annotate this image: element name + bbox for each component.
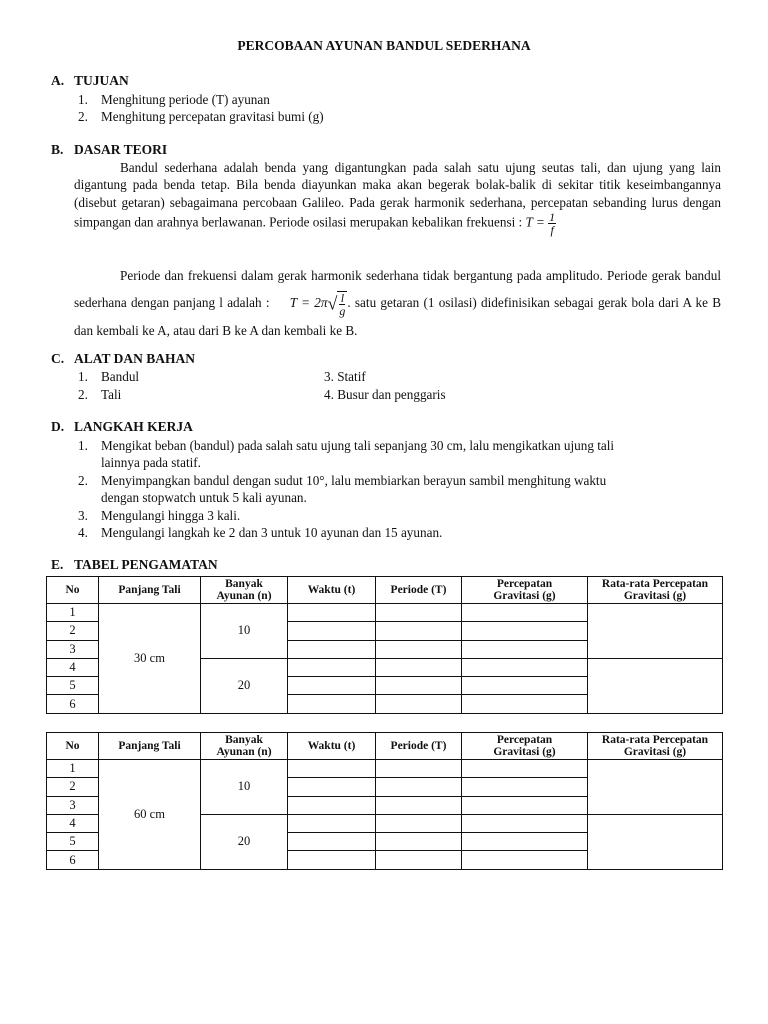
ayunan-cell: 20 <box>201 658 288 713</box>
row-number: 4 <box>47 814 99 832</box>
formula-fraction: $\frac{1}{f}$ <box>549 210 556 238</box>
theory-paragraph-2: Periode dan frekuensi dalam gerak harmonik sederhana tidak bergantung pada amplitudo. Periode gerak bandul sederhana dengan panjang l adalah : T = 2π√ $\frac{l}{g}$ . satu getaran (1 osilasi) didefinisikan sebagai gerak bola dari A ke B dan kembali ke A, atau dari B ke A dan kembali ke B. <box>74 268 721 339</box>
percepatan-cell[interactable] <box>462 604 588 622</box>
section-letter: D. <box>51 419 65 434</box>
section-title: TABEL PENGAMATAN <box>74 557 218 572</box>
periode-cell[interactable] <box>376 833 462 851</box>
row-number: 1 <box>47 604 99 622</box>
waktu-cell[interactable] <box>288 677 376 695</box>
periode-cell[interactable] <box>376 760 462 778</box>
header-percepatan: Percepatan Gravitasi (g) <box>462 577 588 604</box>
row-number: 1 <box>47 760 99 778</box>
section-b-heading <box>51 142 167 158</box>
percepatan-cell[interactable] <box>462 851 588 869</box>
percepatan-cell[interactable] <box>462 760 588 778</box>
table-row <box>47 760 723 778</box>
periode-cell[interactable] <box>376 677 462 695</box>
list-item: 3. Mengulangi hingga 3 kali. <box>78 508 241 523</box>
periode-cell[interactable] <box>376 640 462 658</box>
panjang-cell: 60 cm <box>99 760 201 870</box>
section-title: LANGKAH KERJA <box>74 419 193 434</box>
percepatan-cell[interactable] <box>462 796 588 814</box>
row-number: 3 <box>47 640 99 658</box>
percepatan-cell[interactable] <box>462 677 588 695</box>
periode-cell[interactable] <box>376 658 462 676</box>
ayunan-cell: 10 <box>201 604 288 659</box>
list-item: 4. Mengulangi langkah ke 2 dan 3 untuk 10 ayunan dan 15 ayunan. <box>78 525 443 540</box>
rata-cell[interactable] <box>588 814 723 869</box>
panjang-cell: 30 cm <box>99 604 201 714</box>
section-letter: B. <box>51 142 64 157</box>
list-item: 2. Menyimpangkan bandul dengan sudut 10°, lalu membiarkan berayun sambil menghitung waktu dengan stopwatch untuk 5 kali ayunan. <box>78 473 607 505</box>
header-no: No <box>47 733 99 760</box>
header-rata-rata: Rata-rata Percepatan Gravitasi (g) <box>588 733 723 760</box>
percepatan-cell[interactable] <box>462 622 588 640</box>
waktu-cell[interactable] <box>288 604 376 622</box>
periode-cell[interactable] <box>376 778 462 796</box>
periode-cell[interactable] <box>376 814 462 832</box>
waktu-cell[interactable] <box>288 814 376 832</box>
header-waktu: Waktu (t) <box>288 577 376 604</box>
section-title: ALAT DAN BAHAN <box>74 351 196 366</box>
percepatan-cell[interactable] <box>462 833 588 851</box>
header-periode: Periode (T) <box>376 733 462 760</box>
header-panjang-tali: Panjang Tali <box>99 577 201 604</box>
observation-table-1 <box>46 576 723 714</box>
formula-lhs: T = 2π <box>289 295 328 310</box>
section-letter: E. <box>51 557 64 572</box>
percepatan-cell[interactable] <box>462 658 588 676</box>
periode-cell[interactable] <box>376 796 462 814</box>
percepatan-cell[interactable] <box>462 778 588 796</box>
section-letter: C. <box>51 351 65 366</box>
observation-table-2 <box>46 732 723 870</box>
waktu-cell[interactable] <box>288 851 376 869</box>
header-panjang-tali: Panjang Tali <box>99 733 201 760</box>
header-no: No <box>47 577 99 604</box>
rata-cell[interactable] <box>588 604 723 659</box>
list-item: 1. Menghitung periode (T) ayunan <box>78 92 270 107</box>
row-number: 2 <box>47 778 99 796</box>
waktu-cell[interactable] <box>288 640 376 658</box>
list-item: 2. Menghitung percepatan gravitasi bumi (g) <box>78 109 324 124</box>
row-number: 5 <box>47 833 99 851</box>
row-number: 6 <box>47 695 99 713</box>
header-waktu: Waktu (t) <box>288 733 376 760</box>
waktu-cell[interactable] <box>288 778 376 796</box>
page-title: PERCOBAAN AYUNAN BANDUL SEDERHANA <box>237 38 531 53</box>
list-item: 2. Tali <box>78 387 122 402</box>
list-item: 3. Statif <box>324 369 366 384</box>
ayunan-cell: 10 <box>201 760 288 815</box>
list-item: 1. Mengikat beban (bandul) pada salah satu ujung tali sepanjang 30 cm, lalu mengikatkan ujung tali lainnya pada statif. <box>78 438 615 470</box>
section-title: DASAR TEORI <box>74 142 168 157</box>
section-letter: A. <box>51 73 65 88</box>
table-row <box>47 604 723 622</box>
periode-cell[interactable] <box>376 695 462 713</box>
waktu-cell[interactable] <box>288 695 376 713</box>
row-number: 6 <box>47 851 99 869</box>
row-number: 4 <box>47 658 99 676</box>
row-number: 3 <box>47 796 99 814</box>
row-number: 2 <box>47 622 99 640</box>
section-e-heading <box>51 557 218 573</box>
section-d-heading <box>51 419 193 435</box>
periode-cell[interactable] <box>376 604 462 622</box>
periode-cell[interactable] <box>376 851 462 869</box>
rata-cell[interactable] <box>588 658 723 713</box>
list-item: 4. Busur dan penggaris <box>324 387 446 402</box>
waktu-cell[interactable] <box>288 833 376 851</box>
rata-cell[interactable] <box>588 760 723 815</box>
waktu-cell[interactable] <box>288 760 376 778</box>
header-rata-rata: Rata-rata Percepatan Gravitasi (g) <box>588 577 723 604</box>
percepatan-cell[interactable] <box>462 814 588 832</box>
waktu-cell[interactable] <box>288 658 376 676</box>
section-c-heading <box>51 351 195 367</box>
formula-lhs: T = <box>525 214 545 230</box>
percepatan-cell[interactable] <box>462 695 588 713</box>
ayunan-cell: 20 <box>201 814 288 869</box>
waktu-cell[interactable] <box>288 622 376 640</box>
header-banyak-ayunan: Banyak Ayunan (n) <box>201 733 288 760</box>
header-banyak-ayunan: Banyak Ayunan (n) <box>201 577 288 604</box>
periode-cell[interactable] <box>376 622 462 640</box>
theory-paragraph-1: Bandul sederhana adalah benda yang digantungkan pada salah satu ujung seutas tali, dan ujung yang lain digantung pada benda tetap. Bila benda diayunkan maka akan begerak bolak-balik di sekitar titik keseimbangannya (disebut getaran) sebagaimana percobaan Galileo. Pada gerak harmonik sederhana, percepatan sebanding lurus dengan simpangan dan arahnya berlawanan. Periode osilasi merupakan kebalikan frekuensi : T = $\frac{1}{f}$ <box>74 160 721 238</box>
row-number: 5 <box>47 677 99 695</box>
section-title: TUJUAN <box>74 73 129 88</box>
waktu-cell[interactable] <box>288 796 376 814</box>
percepatan-cell[interactable] <box>462 640 588 658</box>
formula-sqrt: $\frac{l}{g}$ <box>339 290 346 318</box>
header-percepatan: Percepatan Gravitasi (g) <box>462 733 588 760</box>
header-periode: Periode (T) <box>376 577 462 604</box>
section-a-heading <box>51 73 129 89</box>
list-item: 1. Bandul <box>78 369 140 384</box>
